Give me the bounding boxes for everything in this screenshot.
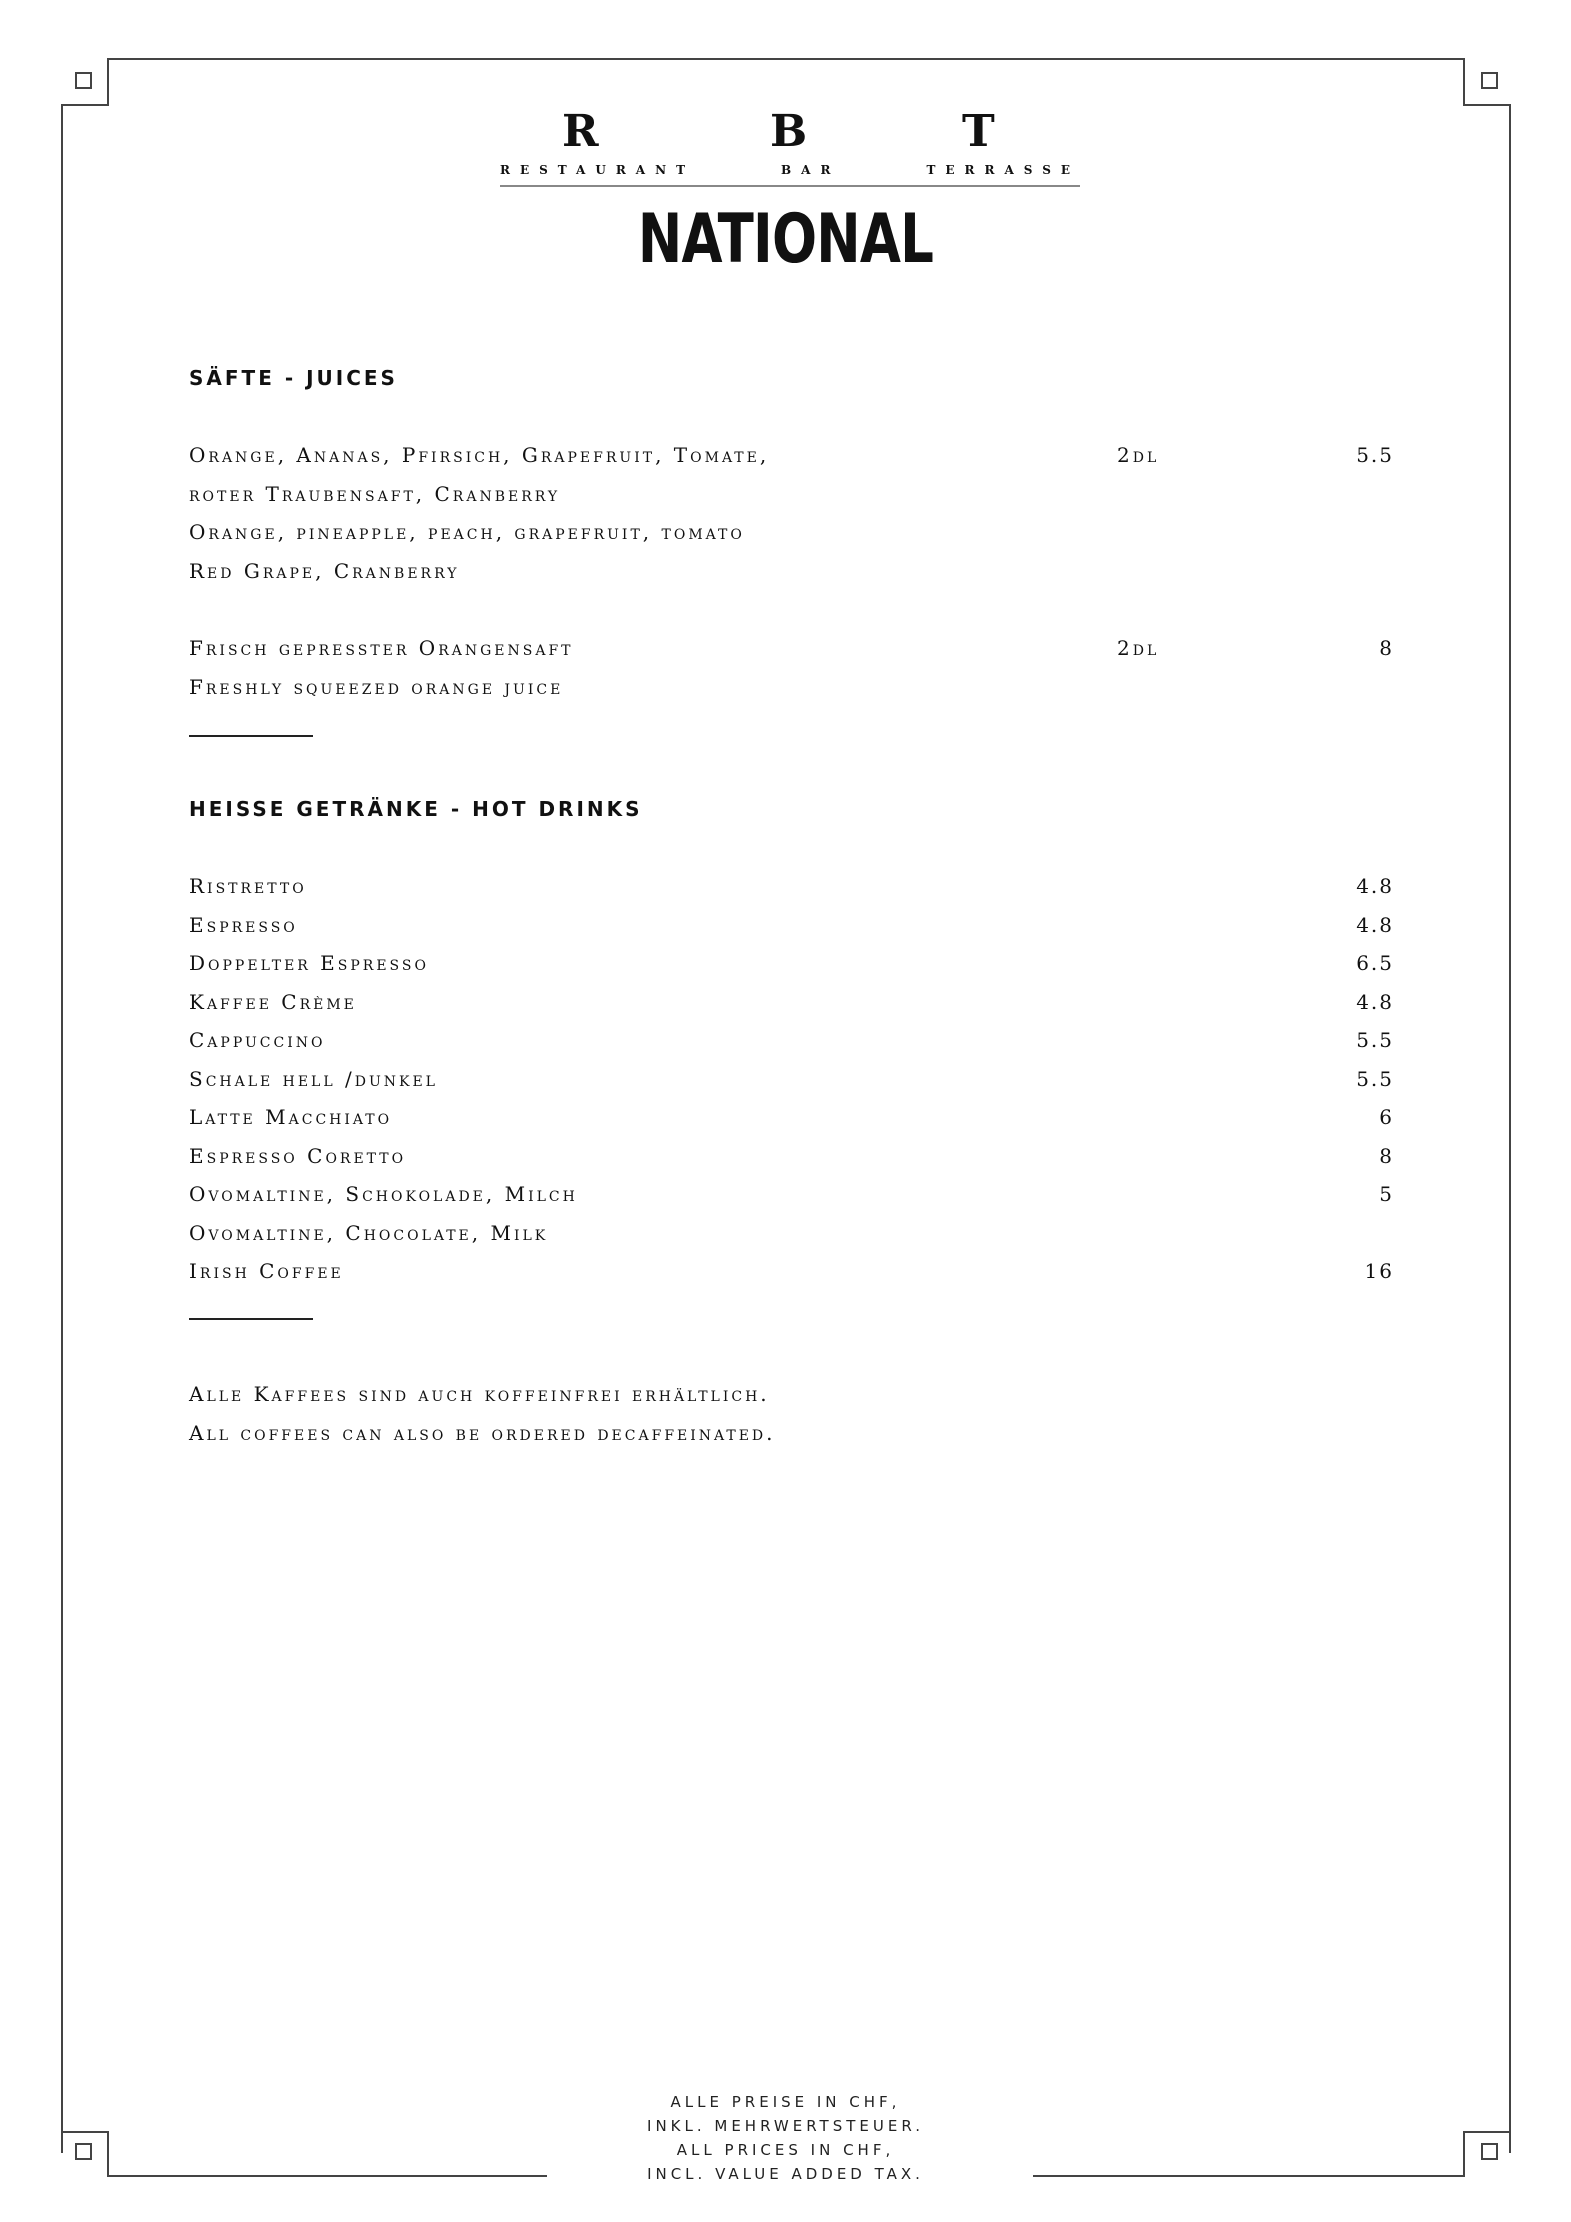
logo-subtitle-terrasse: TERRASSE — [926, 163, 1080, 177]
hot-drink-price: 5.5 — [1356, 1067, 1394, 1091]
juice-item-line: Freshly squeezed orange juice — [189, 675, 564, 699]
hot-drink-price: 4.8 — [1356, 990, 1394, 1014]
juice-item-size: 2dl — [1117, 636, 1160, 660]
logo-name: NATIONAL — [637, 200, 934, 279]
juice-item-line: Orange, Ananas, Pfirsich, Grapefruit, Tomate, — [189, 443, 770, 467]
corner-tl-v — [107, 58, 109, 104]
juice-item-price: 5.5 — [1356, 443, 1394, 467]
hot-drink-name: Kaffee Crème — [189, 990, 357, 1014]
hot-drink-price: 4.8 — [1356, 874, 1394, 898]
section-divider — [189, 735, 313, 737]
corner-tr-v — [1463, 58, 1465, 104]
hot-drink-name: Irish Coffee — [189, 1259, 344, 1283]
juices-section-title: SÄFTE - JUICES — [189, 366, 398, 390]
logo-letter-b: B — [770, 106, 802, 157]
hot-drink-name: Espresso Coretto — [189, 1144, 407, 1168]
hot-drink-price: 6 — [1379, 1105, 1394, 1129]
juice-item-line: roter Traubensaft, Cranberry — [189, 482, 561, 506]
footer-line: ALLE PREISE IN CHF, — [670, 2093, 901, 2111]
hot-drink-name: Ristretto — [189, 874, 307, 898]
corner-square-tl — [75, 72, 92, 89]
frame-right — [1509, 104, 1511, 2153]
footer-line: INKL. MEHRWERTSTEUER. — [647, 2117, 924, 2135]
footer-line: INCL. VALUE ADDED TAX. — [647, 2165, 924, 2183]
hot-drink-name: Schale hell /dunkel — [189, 1067, 438, 1091]
price-footer — [0, 2090, 1571, 2186]
frame-left — [61, 104, 63, 2153]
section-divider — [189, 1318, 313, 1320]
hot-drink-name: Doppelter Espresso — [189, 951, 429, 975]
hot-drink-price: 5.5 — [1356, 1028, 1394, 1052]
decaf-note-de: Alle Kaffees sind auch koffeinfrei erhältlich. — [189, 1382, 770, 1406]
juice-item-line: Orange, pineapple, peach, grapefruit, tomato — [189, 520, 745, 544]
frame-top — [107, 58, 1464, 60]
juice-item-line: Red Grape, Cranberry — [189, 559, 460, 583]
corner-tr-h — [1463, 104, 1511, 106]
juice-item-size: 2dl — [1117, 443, 1160, 467]
hot-drink-price: 16 — [1364, 1259, 1394, 1283]
juice-item-line: Frisch gepresster Orangensaft — [189, 636, 574, 660]
hot-drink-price: 5 — [1379, 1182, 1394, 1206]
hot-drink-price: 6.5 — [1356, 951, 1394, 975]
corner-square-tr — [1481, 72, 1498, 89]
corner-tl-h — [61, 104, 109, 106]
logo-letter-r: R — [562, 106, 593, 157]
logo-subtitle-restaurant: RESTAURANT — [500, 163, 696, 177]
logo-subtitle — [500, 163, 1080, 187]
logo-letter-t: T — [962, 106, 989, 157]
hot-drinks-section-title: HEISSE GETRÄNKE - HOT DRINKS — [189, 797, 643, 821]
footer-line: ALL PRICES IN CHF, — [676, 2141, 895, 2159]
hot-drink-price: 8 — [1379, 1144, 1394, 1168]
hot-drink-name: Cappuccino — [189, 1028, 326, 1052]
hot-drink-price: 4.8 — [1356, 913, 1394, 937]
hot-drink-name: Ovomaltine, Chocolate, Milk — [189, 1221, 549, 1245]
hot-drink-name: Latte Macchiato — [189, 1105, 393, 1129]
hot-drink-name: Espresso — [189, 913, 298, 937]
juice-item-price: 8 — [1379, 636, 1394, 660]
logo-subtitle-bar: BAR — [781, 163, 841, 177]
decaf-note-en: All coffees can also be ordered decaffeinated. — [189, 1421, 776, 1445]
hot-drink-name: Ovomaltine, Schokolade, Milch — [189, 1182, 578, 1206]
